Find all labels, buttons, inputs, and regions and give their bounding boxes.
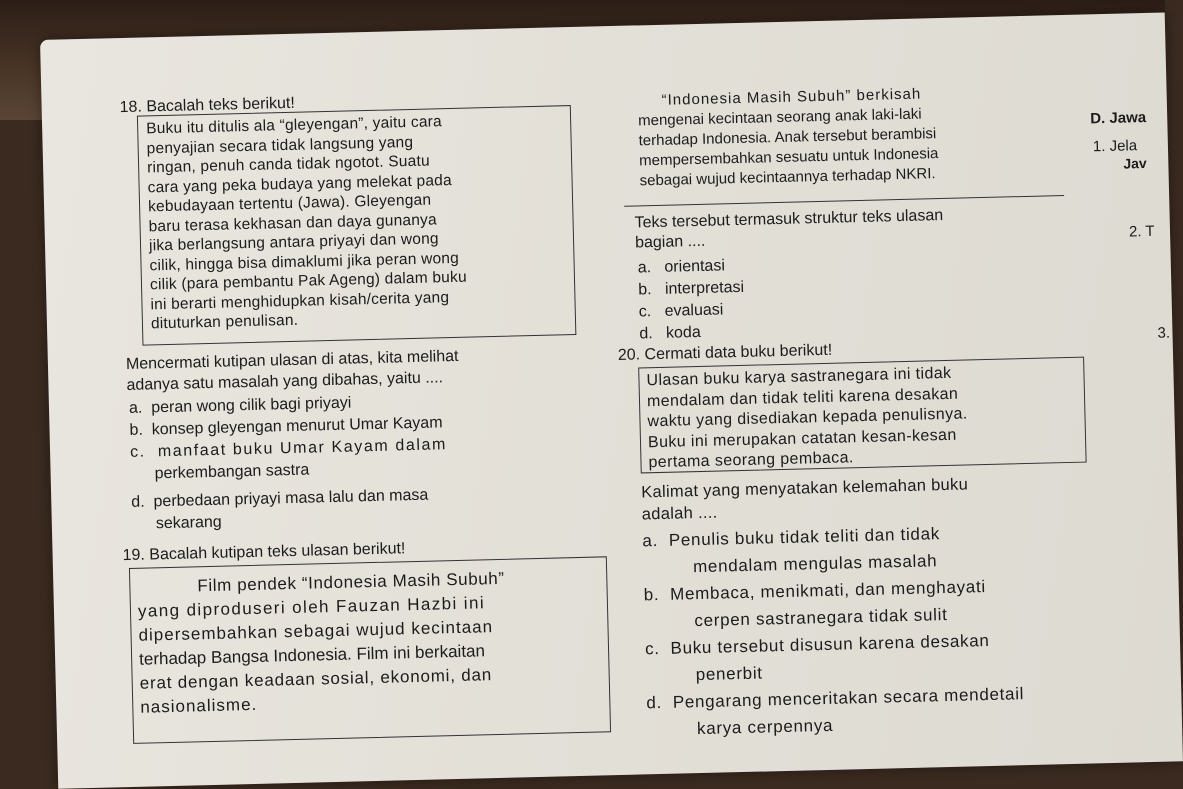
option-letter: c. (638, 303, 652, 321)
q20-option-b-cont: cerpen sastranegara tidak sulit (694, 605, 948, 631)
q19-continued-text (637, 84, 939, 191)
option-text: Membaca, menikmati, dan menghayati (669, 577, 987, 604)
q18-box-line: penyajian secara tidak langsung yang (146, 133, 414, 157)
q18-box-line: cilik (para pembantu Pak Ageng) dalam buku (149, 268, 467, 294)
option-letter: b. (129, 421, 144, 439)
option-text: Pengarang menceritakan secara mendetail (672, 684, 1025, 712)
option-letter: c. (644, 639, 660, 659)
q19-question-line: bagian .... (634, 232, 706, 252)
q18-box-line: ini berarti menghidupkan kisah/cerita yang (150, 288, 450, 313)
option-text: konsep gleyengan menurut Umar Kayam (151, 414, 443, 439)
q20-box-line: mendalam dan tidak teliti karena desakan (646, 385, 959, 410)
q19-cont-line: sebagai wujud kecintaannya terhadap NKRI. (639, 165, 936, 190)
q20-box-line: waktu yang disediakan kepada penulisnya. (647, 405, 968, 431)
q18-option-d-cont: sekarang (155, 513, 222, 533)
q20-box-text (646, 363, 969, 473)
option-text: Buku tersebut disusun karena desakan (670, 630, 990, 658)
section-d-item-1: 1. Jela (1092, 137, 1138, 156)
option-letter: c. (129, 443, 146, 461)
option-letter: b. (638, 281, 652, 299)
q18-box-line: kebudayaan tertentu (Jawa). Gleyengan (147, 191, 432, 216)
q19-cont-line: mengenai kecintaan seorang anak laki-laki (637, 105, 922, 130)
q20-question (641, 473, 969, 525)
section-d-heading: D. Jawa (1090, 109, 1147, 128)
option-letter: d. (131, 493, 145, 511)
q18-box-line: ringan, penuh canda tidak ngotot. Suatu (146, 152, 430, 177)
option-text: manfaat buku Umar Kayam dalam (157, 436, 448, 461)
option-letter: d. (639, 325, 653, 343)
option-letter: a. (128, 399, 143, 417)
q18-options (129, 390, 449, 536)
q19-cont-line: terhadap Indonesia. Anak tersebut berambisi (638, 125, 937, 150)
q19-box-line: yang diproduseri oleh Fauzan Hazbi ini (137, 593, 486, 621)
q20-option-a-cont: mendalam mengulas masalah (692, 551, 938, 577)
option-text: interpretasi (664, 278, 745, 298)
section-d-item-1-cont: Jav (1123, 155, 1147, 172)
option-text: evaluasi (664, 301, 724, 320)
q19-option-a[interactable] (637, 255, 743, 280)
q18-option-c-cont: perkembangan sastra (154, 461, 310, 483)
q19-box-line: erat dengan keadaan sosial, ekonomi, dan (139, 665, 493, 693)
option-text: peran wong cilik bagi priyayi (151, 394, 352, 417)
option-letter: a. (642, 531, 659, 551)
section-d-item-3: 3. (1157, 324, 1171, 342)
option-text: perbedaan priyayi masa lalu dan masa (153, 486, 429, 511)
q18-box-line: Buku itu ditulis ala “gleyengan”, yaitu cara (145, 113, 443, 138)
q18-box-line: cara yang peka budaya yang melekat pada (147, 171, 452, 196)
worksheet-page (40, 13, 1183, 789)
q19-question-line: Teks tersebut termasuk struktur teks ulasan (634, 206, 944, 232)
q19-heading: 19. Bacalah kutipan teks ulasan berikut! (122, 540, 406, 565)
option-text: koda (665, 323, 701, 342)
q20-box-line: Buku ini merupakan catatan kesan-kesan (647, 426, 957, 451)
q19-question (634, 206, 943, 254)
q20-options (642, 518, 1025, 743)
q19-cont-line: mempersembahkan sesuatu untuk Indonesia (638, 145, 939, 170)
q18-question-line: Mencermati kutipan ulasan di atas, kita melihat (125, 347, 459, 373)
q19-box-text (137, 567, 508, 720)
section-d-item-2: 2. T (1128, 222, 1155, 241)
option-letter: b. (643, 585, 660, 605)
q18-box-line: jika berlangsung antara priyayi dan wong (148, 230, 439, 255)
option-text: orientasi (664, 257, 726, 276)
q19-box-line: nasionalisme. (140, 694, 258, 717)
q20-option-c-cont: penerbit (695, 663, 763, 685)
q18-question-line: adanya satu masalah yang dibahas, yaitu .... (126, 369, 444, 394)
q19-options (637, 255, 745, 346)
option-letter: d. (646, 693, 663, 713)
q19-box-line: dipersembahkan sebagai wujud kecintaan (138, 617, 494, 645)
q19-option-c[interactable] (639, 299, 745, 324)
option-letter: a. (637, 259, 652, 277)
q20-option-d-cont: karya cerpennya (696, 715, 834, 739)
q20-box-line: pertama seorang pembaca. (648, 449, 854, 472)
q20-question-line: adalah .... (641, 503, 718, 524)
q19-box-line: Film pendek “Indonesia Masih Subuh” (197, 568, 505, 596)
q20-question-line: Kalimat yang menyatakan kelemahan buku (641, 475, 969, 502)
q19-box-line: terhadap Bangsa Indonesia. Film ini berkaitan (138, 641, 486, 669)
q18-heading: 18. Bacalah teks berikut! (119, 94, 296, 117)
q18-box-line: baru terasa kekhasan dan daya gunanya (148, 210, 438, 235)
q20-heading: 20. Cermati data buku berikut! (617, 341, 833, 364)
q18-question (126, 346, 460, 396)
q19-option-b[interactable] (638, 277, 744, 302)
q18-box-line: cilik, hingga bisa dimaklumi jika peran wong (149, 249, 460, 274)
q20-box-line: Ulasan buku karya sastranegara ini tidak (646, 364, 952, 390)
q18-box-line: dituturkan penulisan. (150, 311, 299, 333)
q18-box-text (146, 112, 468, 334)
q19-option-d[interactable] (639, 321, 745, 346)
option-text: Penulis buku tidak teliti dan tidak (668, 524, 941, 550)
q19-cont-line: “Indonesia Masih Subuh” berkisah (661, 85, 922, 109)
